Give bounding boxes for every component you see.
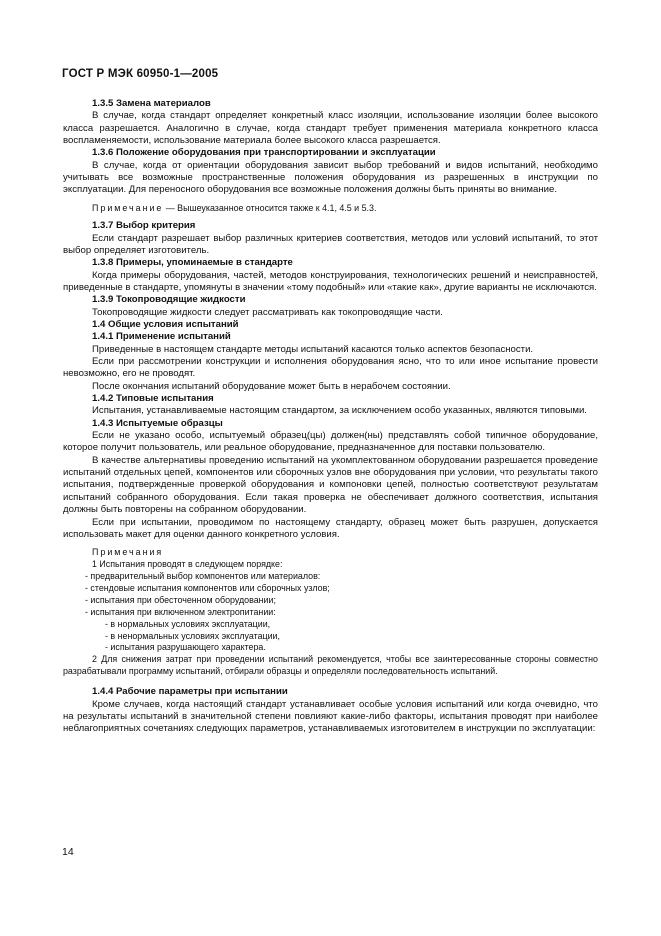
note-item: - в ненормальных условиях эксплуатации,: [105, 630, 280, 641]
section-heading: 1.4.1 Применение испытаний: [92, 331, 231, 343]
section-heading: 1.4.4 Рабочие параметры при испытании: [92, 686, 288, 698]
document-header: ГОСТ Р МЭК 60950-1—2005: [62, 68, 219, 80]
section-heading: 1.4 Общие условия испытаний: [92, 319, 239, 330]
note-item: - стендовые испытания компонентов или сборочных узлов;: [85, 582, 330, 593]
section-heading: 1.3.5 Замена материалов: [92, 98, 211, 109]
section-heading: 1.4.2 Типовые испытания: [92, 393, 214, 405]
body-paragraph: В случае, когда от ориентации оборудования зависит выбор требований и видов испытаний, необходимо учитывать все возможные пространственные положения оборудования из разрешенных в инструкции по эксплуатации. Для переносного оборудования все возможные положения должны быть приняты во внимание.: [63, 159, 598, 196]
body-paragraph: Когда примеры оборудования, частей, методов конструирования, технологических решений и неисправностей, приведенные в стандарте, упомянуты в значении «тому подобный» или «такие как», другие варианты не исключаются.: [63, 269, 598, 293]
notes-title: Примечания: [92, 547, 164, 558]
body-paragraph: В качестве альтернативы проведению испытаний на укомплектованном оборудовании разрешается проведение испытаний отдельных цепей, компонентов или сборочных узлов вне оборудования при условии, что результаты такого испытания, подтвержденные проверкой оборудования и компоновки цепей, полностью соответствуют результатам испытаний собранного оборудования. Если такая проверка не обеспечивает должного соответствия, испытания должны быть повторены на собранном оборудовании.: [63, 454, 598, 516]
note-item: 2 Для снижения затрат при проведении испытаний рекомендуется, чтобы все заинтересованные стороны совместно разрабатывали программу испытаний, отбирали образцы и определяли последовательность испытаний.: [63, 654, 598, 677]
section-heading: 1.3.8 Примеры, упоминаемые в стандарте: [92, 257, 293, 269]
note-text: — Вышеуказанное относится также к 4.1, 4.5 и 5.3.: [163, 202, 377, 213]
body-paragraph: Если стандарт разрешает выбор различных критериев соответствия, методов или условий испытаний, то этот выбор определяет изготовитель.: [63, 232, 598, 256]
body-paragraph: После окончания испытаний оборудование может быть в нерабочем состоянии.: [92, 380, 451, 392]
section-heading: 1.3.6 Положение оборудования при транспортировании и эксплуатации: [92, 147, 436, 159]
body-paragraph: Токопроводящие жидкости следует рассматривать как токопроводящие части.: [92, 306, 443, 318]
note-label: Примечание: [92, 202, 164, 213]
section-heading: 1.3.9 Токопроводящие жидкости: [92, 294, 246, 306]
body-paragraph: Если при рассмотрении конструкции и исполнения оборудования ясно, что то или иное испытание провести невозможно, его не проводят.: [63, 356, 598, 380]
page-number: 14: [62, 846, 74, 858]
section-heading: 1.3.7 Выбор критерия: [92, 220, 196, 232]
body-paragraph: В случае, когда стандарт определяет конкретный класс изоляции, использование изоляции более высокого класса разрешается. Аналогично в случае, когда стандарт требует применения материала конкретного класса воспламеняемости, использование материала более высокого класса разрешается.: [63, 110, 598, 147]
note-item: - испытания разрушающего характера.: [105, 642, 266, 653]
spacer: [63, 678, 598, 686]
note-item: - испытания при включенном электропитании:: [85, 606, 276, 617]
body-paragraph: Испытания, устанавливаемые настоящим стандартом, за исключением особо указанных, являются типовыми.: [92, 405, 587, 417]
body-paragraph: Если при испытании, проводимом по настоящему стандарту, образец может быть разрушен, допускается использовать макет для оценки данного конкретного условия.: [63, 516, 598, 540]
note-item: - предварительный выбор компонентов или материалов:: [85, 571, 321, 581]
note-item: - испытания при обесточенном оборудовании;: [85, 594, 276, 605]
document-body: [63, 98, 598, 736]
body-paragraph: Приведенные в настоящем стандарте методы испытаний касаются только аспектов безопасности.: [92, 343, 534, 355]
body-paragraph: Кроме случаев, когда настоящий стандарт устанавливает особые условия испытаний или когда очевидно, что на результаты испытаний в значительной степени повлияют какие-либо факторы, испытания проводят при наиболее неблагоприятных сочетаниях следующих параметров, устанавливаемых изготовителем в инструкции по эксплуатации:: [63, 698, 598, 735]
note-item: - в нормальных условиях эксплуатации,: [105, 618, 271, 629]
note-paragraph: [63, 203, 598, 215]
body-paragraph: Если не указано особо, испытуемый образец(цы) должен(ны) представлять собой типичное оборудование, которое получит пользователь, или реальное оборудование, предназначенное для поставки пользователю.: [63, 430, 598, 454]
note-item: 1 Испытания проводят в следующем порядке:: [92, 559, 283, 570]
section-heading: 1.4.3 Испытуемые образцы: [92, 417, 223, 429]
